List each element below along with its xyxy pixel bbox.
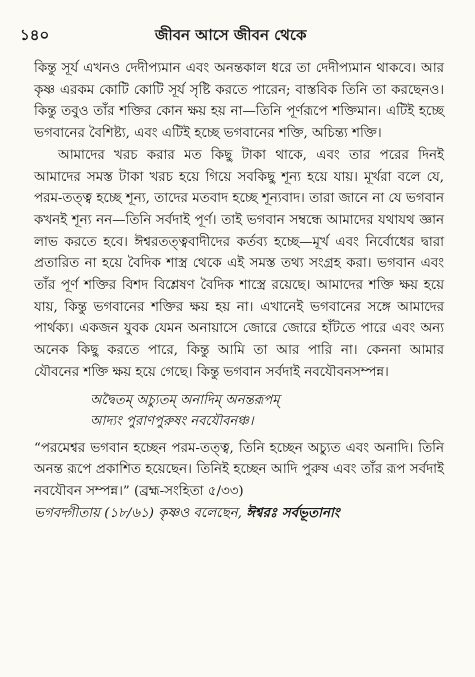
closing-line (34, 503, 444, 525)
running-head: জীবন আসে জীবন থেকে (155, 26, 307, 44)
paragraph-main: আমাদের খরচ করার মত কিছু টাকা থাকে, এবং তার পরের দিনই আমাদের সমস্ত টাকা খরচ হয়ে গিয়ে সবকিছু শূন্য হয়ে যায়। মূর্খরা বলে যে, পরম-তত্ত্ব হচ্ছে শূন্য, তাদের মতবাদ হচ্ছে শূন্যবাদ। তারা জানে না যে ভগবান কখনই শূন্য নন—তিনি সর্বদাই পূর্ণ। তাই ভগবান সম্বন্ধে আমাদের যথাযথ জ্ঞান লাভ করতে হবে। ঈশ্বরতত্ত্ববাদীদের কর্তব্য হচ্ছে—মূর্খ এবং নির্বোধের দ্বারা প্রতারিত না হয়ে বৈদিক শাস্ত্র থেকে এই সমস্ত তথ্য সংগ্রহ করা। ভগবান এবং তাঁর পূর্ণ শক্তির বিশদ বিশ্লেষণ বৈদিক শাস্ত্রে রয়েছে। আমাদের শক্তি ক্ষয় হয়ে যায়, কিন্তু ভগবানের শক্তির ক্ষয় হয় না। এখানেই ভগবানের সঙ্গে আমাদের পার্থক্য। একজন যুবক যেমন অনায়াসে জোরে জোরে হাঁটতে পারে এবং অন্য অনেক কিছু করতে পারে, কিন্তু আমি তা আর পারি না। কেননা আমার যৌবনের শক্তি ক্ষয় হয়ে গেছে। কিন্তু ভগবান সর্বদাই নবযৌবনসম্পন্ন। (34, 147, 444, 380)
paragraph-continuation: কিন্তু সূর্য এখনও দেদীপ্যমান এবং অনন্তকাল ধরে তা দেদীপ্যমান থাকবে। আর কৃষ্ণ এরকম কোটি কোটি সূর্য সৃষ্টি করতে পারেন; বাস্তবিক তিনি তা করছেনও। কিন্তু তবুও তাঁর শক্তির কোন ক্ষয় হয় না—তিনি পূর্ণরূপে শক্তিমান। এটিই হচ্ছে ভগবানের বৈশিষ্ট্য, এবং এটিই হচ্ছে ভগবানের শক্তি, অচিন্ত্য শক্তি। (34, 61, 444, 142)
closing-line-text: ভগবদ্গীতায় (১৮/৬১) কৃষ্ণও বলেছেন, (34, 505, 247, 521)
verse-line: আদ্যং পুরাণপুরুষং নবযৌবনঞ্চ। (90, 413, 254, 429)
verse-translation: “পরমেশ্বর ভগবান হচ্ছেন পরম-তত্ত্ব, তিনি হচ্ছেন অচ্যুত এবং অনাদি। তিনি অনন্ত রূপে প্রকাশিত হয়েছেন। তিনিই হচ্ছেন আদি পুরুষ এবং তাঁর রূপ সর্বদাই নবযৌবন সম্পন্ন।” (ব্রহ্ম-সংহিতা ৫/৩৩) (34, 440, 444, 499)
sanskrit-verse (90, 390, 444, 432)
page-header (20, 24, 439, 48)
closing-line-sanskrit: ঈশ্বরঃ সর্বভূতানাং (246, 504, 340, 521)
verse-line: অদ্বৈতম্ অচ্যুতম্ অনাদিম্ অনন্তরূপম্ (90, 392, 280, 408)
page-number: ১৪০ (20, 26, 50, 44)
page-body (34, 58, 444, 524)
